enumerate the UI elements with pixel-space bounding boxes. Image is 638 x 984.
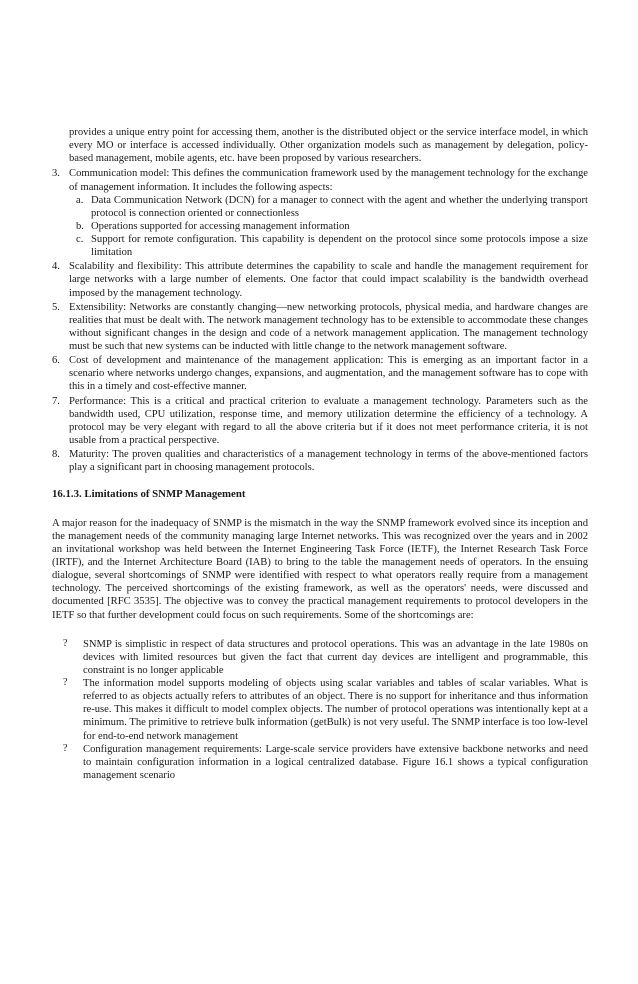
criteria-text: Cost of development and maintenance of the management application: This is emerging as an important factor in a scenario where networks undergo changes, expansions, and augmentation, and the management software has to cope with this in a timely and cost-effective manner.	[69, 355, 588, 393]
sub-item-text: Data Communication Network (DCN) for a manager to connect with the agent and whether the underlying transport protocol is connection oriented or connectionless	[91, 194, 588, 219]
criteria-number: 5.	[52, 301, 60, 313]
criteria-text: Scalability and flexibility: This attribute determines the capability to scale and handle the management requirement for large networks with a large number of elements. One factor that could impact scalability is the bandwidth overhead imposed by the management technology.	[69, 261, 588, 299]
criteria-number: 8.	[52, 449, 60, 460]
criteria-number: 4.	[52, 261, 60, 273]
intro-paragraph: provides a unique entry point for accessing them, another is the distributed object or the service interface model, in which every MO or interface is accessed individually. Other organization models such as management by delegation, policy-based management, mobile agents, etc. have been proposed by various researchers.	[69, 127, 588, 165]
criteria-text: Maturity: The proven qualities and characteristics of a management technology in terms of the above-mentioned factors play a significant part in choosing management protocols.	[69, 449, 588, 474]
criteria-item	[52, 354, 588, 393]
shortcoming-text: Configuration management requirements: Large-scale service providers have extensive backbone networks and need to maintain configuration information in a logical centralized database. Figure 16.1 shows a typical configuration management scenario	[83, 743, 588, 781]
criteria-item	[52, 260, 588, 299]
shortcoming-text: The information model supports modeling of objects using scalar variables and tables of scalar variables. What is referred to as objects actually refers to attributes of an object. There is no support for inheritance and thus information re-use. This makes it difficult to model complex objects. The number of protocol operations was intentionally kept at a minimum. The primitive to retrieve bulk information (getBulk) is not very useful. The SNMP interface is too low-level for end-to-end network management	[83, 678, 588, 742]
sub-item	[76, 194, 588, 220]
sub-item	[76, 233, 588, 259]
sub-item-letter: a.	[76, 194, 84, 206]
bullet-marker-icon: ?	[63, 677, 68, 688]
criteria-number: 3.	[52, 168, 60, 180]
sub-item-text: Support for remote configuration. This capability is dependent on the protocol since some protocols impose a size limitation	[91, 234, 588, 259]
criteria-number: 7.	[52, 395, 60, 407]
sub-item-letter: c.	[76, 234, 84, 245]
criteria-number: 6.	[52, 355, 60, 367]
shortcoming-text: SNMP is simplistic in respect of data structures and protocol operations. This was an advantage in the late 1980s on devices with limited resources but given the fact that current day devices are intelligent and programmable, this constraint is no longer applicable	[83, 638, 588, 676]
criteria-item	[52, 448, 588, 474]
bullet-marker-icon: ?	[63, 742, 68, 754]
bullet-marker-icon: ?	[63, 637, 68, 649]
criteria-text: Performance: This is a critical and practical criterion to evaluate a management technology. Parameters such as the bandwidth used, CPU utilization, response time, and memory utilization determine the efficiency of a technology. A protocol may be very elegant with regard to all the above criteria but if it does not meet performance criteria, it is not usable from a practical perspective.	[69, 395, 588, 446]
criteria-item	[52, 167, 588, 259]
criteria-text: Communication model: This defines the communication framework used by the management technology for the exchange of management information. It includes the following aspects:	[69, 168, 588, 193]
shortcomings-list	[63, 637, 588, 782]
sub-item-text: Operations supported for accessing management information	[91, 220, 350, 232]
section-heading: 16.1.3. Limitations of SNMP Management	[52, 488, 246, 501]
sub-list	[69, 194, 588, 260]
sub-item-letter: b.	[76, 220, 84, 232]
shortcoming-item	[63, 637, 588, 677]
criteria-text: Extensibility: Networks are constantly changing—new networking protocols, physical media, and hardware changes are realities that must be dealt with. The network management technology has to be extensible to accommodate these changes without significant changes in the design and code of a network management application. The management technology must be such that new systems can be inducted with little change to the network management software.	[69, 301, 588, 352]
document-page	[52, 126, 588, 782]
criteria-list	[52, 167, 588, 474]
criteria-item	[52, 395, 588, 448]
criteria-item	[52, 301, 588, 354]
sub-item	[76, 220, 588, 233]
section-paragraph: A major reason for the inadequacy of SNMP is the mismatch in the way the SNMP framework evolved since its inception and the management needs of the community managing large Internet networks. This was recognized over the years and in 2002 an invitational workshop was held between the Internet Engineering Task Force (IETF), the Internet Research Task Force (IRTF), and the Internet Architecture Board (IAB) to bring to the table the management needs of operators. In the ensuing dialogue, several shortcomings of SNMP were identified with respect to what operators really require from a management technology. The perceived shortcomings of the existing framework, as well as the operators' needs, were discussed and documented [RFC 3535]. The objective was to convey the practical management requirements to protocol developers in the IETF so that further development could focus on such requirements. Some of the shortcomings are:	[52, 517, 588, 621]
shortcoming-item	[63, 677, 588, 743]
shortcoming-item	[63, 742, 588, 782]
